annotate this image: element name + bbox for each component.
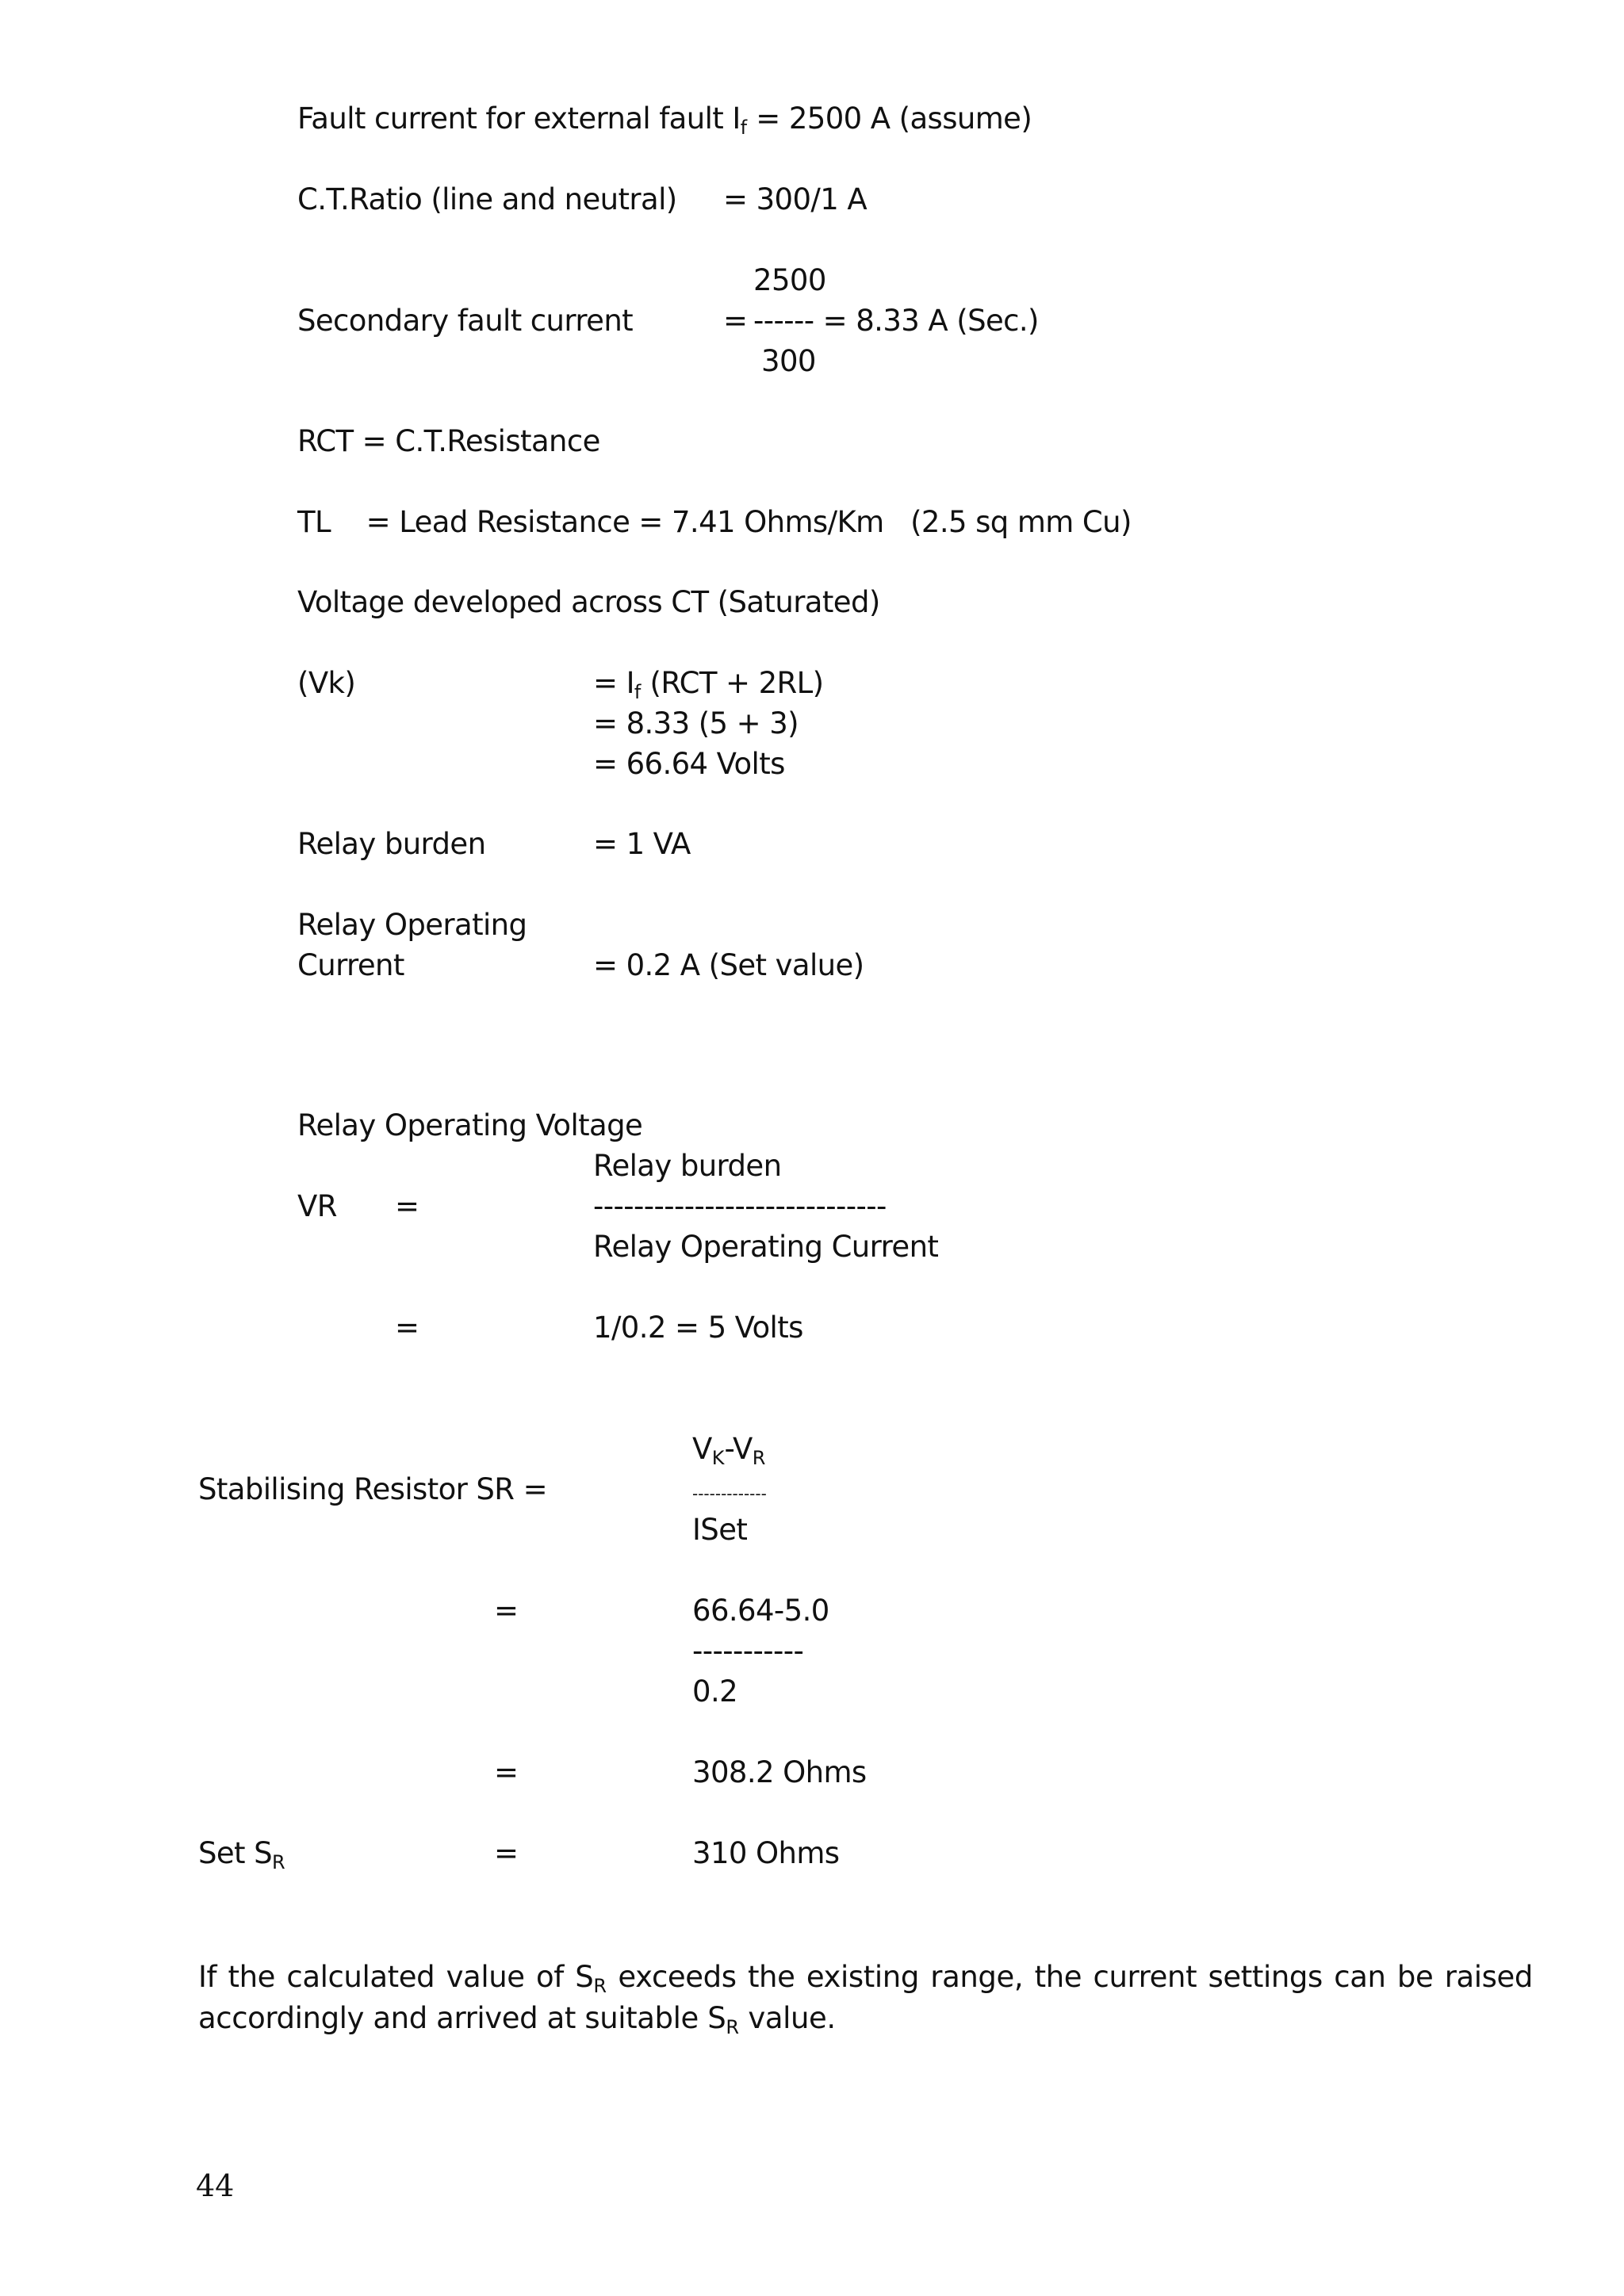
sr-result: 308.2 Ohms — [692, 1755, 867, 1789]
relay-voltage-result: 1/0.2 = 5 Volts — [593, 1311, 803, 1345]
sr-step2-fraction-bar: ----------- — [692, 1634, 804, 1668]
secondary-result: ------ = 8.33 A (Sec.) — [753, 304, 1039, 338]
relay-voltage-numerator: Relay burden — [593, 1149, 782, 1183]
relay-voltage-heading: Relay Operating Voltage — [297, 1108, 643, 1142]
set-sr-label: Set $S_R$ — [198, 1836, 285, 1873]
relay-burden-label: Relay burden — [297, 827, 486, 861]
relay-current-value: = 0.2 A (Set value) — [593, 948, 864, 982]
vk-substitution: = 8.33 (5 + 3) — [593, 706, 799, 740]
sr-numerator: $V_K-V_R$ — [692, 1432, 766, 1469]
rct-line: RCT = C.T.Resistance — [297, 424, 600, 458]
ct-ratio-value: = 300/1 A — [723, 182, 868, 216]
tl-line: TL = Lead Resistance = 7.41 Ohms/Km (2.5 sq mm Cu) — [297, 505, 1132, 539]
vr-label: VR — [297, 1189, 337, 1223]
sr-step2-denominator: 0.2 — [692, 1674, 738, 1709]
vr-equals-2: = — [395, 1311, 419, 1345]
secondary-numerator: 2500 — [753, 263, 826, 297]
relay-current-label-2: Current — [297, 948, 404, 982]
secondary-denominator: 300 — [761, 344, 816, 378]
page-number: 44 — [196, 2168, 235, 2203]
vr-equals: = — [395, 1189, 419, 1223]
vk-label: (Vk) — [297, 666, 356, 700]
fault-current-line: Fault current for external fault $I_f = 2500$ A (assume) — [297, 101, 1032, 139]
voltage-developed-heading: Voltage developed across CT (Saturated) — [297, 585, 880, 619]
secondary-equals: = — [723, 304, 748, 338]
sr-denominator: ISet — [692, 1513, 748, 1547]
secondary-label: Secondary fault current — [297, 304, 634, 338]
sr-label: Stabilising Resistor SR = — [198, 1472, 547, 1506]
set-sr-value: 310 Ohms — [692, 1836, 840, 1870]
ct-ratio-label: C.T.Ratio (line and neutral) — [297, 182, 677, 216]
sr-equals-1: = — [494, 1594, 519, 1628]
relay-voltage-denominator: Relay Operating Current — [593, 1230, 939, 1264]
relay-voltage-fraction-bar: ----------------------------- — [593, 1189, 887, 1223]
vk-result: = 66.64 Volts — [593, 747, 785, 781]
set-sr-equals: = — [494, 1836, 519, 1870]
sr-step2-numerator: 66.64-5.0 — [692, 1594, 829, 1628]
relay-current-label-1: Relay Operating — [297, 908, 527, 942]
vk-formula: = $I_f$ (RCT + 2RL) — [593, 666, 824, 703]
note-paragraph: If the calculated value of $S_R$ exceeds the existing range, the current settings can be raised accordingly and arrived at suitable $S_R$ value. — [198, 1960, 1534, 2038]
relay-burden-value: = 1 VA — [593, 827, 691, 861]
sr-equals-2: = — [494, 1755, 519, 1789]
sr-fraction-bar: ------------- — [692, 1484, 767, 1503]
